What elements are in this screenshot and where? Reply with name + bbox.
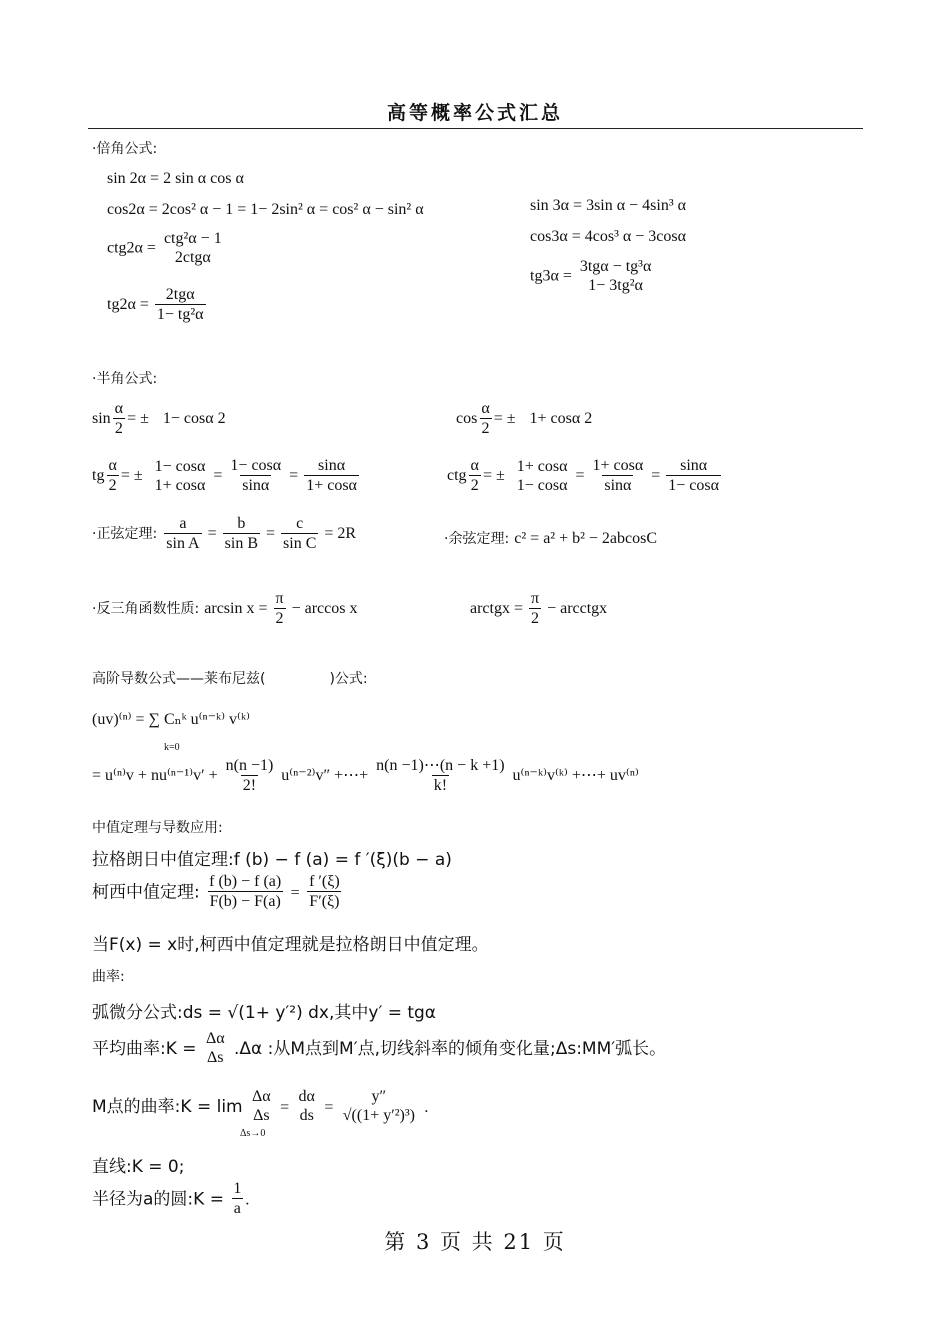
numerator: sinα [318,457,346,474]
tg3-lhs: tg3α = [530,267,572,285]
alpha: α [481,400,490,417]
ctg2-numerator: ctg²α − 1 [163,230,222,247]
formula-ctg2 [107,230,226,268]
half-sin-prefix: sin [92,410,111,428]
equals: = [265,525,276,543]
alpha: α [114,400,124,417]
two: 2 [481,420,490,438]
denominator: 2! [242,777,257,795]
numerator: 1+ cosα [592,457,644,474]
denominator: F(b) − F(a) [209,893,281,911]
numerator: n(n −1)⋯(n − k +1) [376,757,505,774]
denominator: sin A [166,535,200,553]
circle-curvature: 半径为a的圆:K = $\frac{1}{a}$ . [92,1180,250,1218]
plus-minus: = ± [127,410,149,428]
section-half-angle: ·半角公式: [92,371,158,387]
numerator: a [179,515,187,532]
numerator: 1− cosα [162,410,214,428]
tg3-fraction [578,258,653,296]
numerator: 1− cosα [230,457,282,474]
numerator: dα [298,1088,315,1105]
half-tg-frac3 [304,457,359,496]
numerator: n(n −1) [225,757,274,774]
m-curv-frac1 [250,1088,273,1126]
sine-law-frac-a [164,515,201,554]
alpha: α [108,457,117,474]
numerator: Δα [205,1030,225,1047]
tg2-fraction [155,286,206,325]
section-double-angle: ·倍角公式: [92,141,158,157]
equals: = [651,467,661,485]
avg-curv-frac [204,1030,227,1068]
ctg2-lhs: ctg2α = [107,239,156,257]
plus-minus: = ± [120,467,143,485]
section-mean-value: 中值定理与导数应用: [92,820,223,836]
formula-cos2: cos2α = 2cos² α − 1 = 1− 2sin² α = cos² α − sin² α [107,201,424,218]
sine-law-row [92,515,356,554]
formula-half-cos [456,400,596,439]
numerator: 1− cosα [154,457,206,475]
formula-half-sin [92,400,230,439]
half-cos-radicand [528,410,595,428]
half-ctg-frac1 [515,458,570,496]
denominator: sinα [242,477,270,495]
header-rule [88,128,863,129]
point-curvature: M点的曲率:K = lim Δα Δs = dα ds = y″ √((1+ y′²)³) . [92,1088,429,1125]
sine-law-rhs: = 2R [324,525,357,543]
numerator: f (b) − f (a) [209,873,282,890]
plus-minus: = ± [493,410,516,428]
denominator: 1+ cosα [154,476,206,494]
equals: = [207,525,217,543]
leibniz-label: 高阶导数公式——莱布尼兹( [92,671,266,687]
denominator: sinα [604,477,632,495]
denominator: Δs [253,1107,270,1125]
ctg2-denominator: 2ctgα [174,249,211,267]
formula-sin3: sin 3α = 3sin α − 4sin³ α [530,197,687,214]
formula-cos3: cos3α = 4cos³ α − 3cosα [530,228,686,245]
numerator: y″ [371,1088,387,1105]
half-ctg-frac3 [666,457,721,496]
avg-curv-label: 平均曲率:K = [92,1038,197,1059]
section-leibniz [92,668,368,688]
formula-half-tg [92,457,361,496]
cosine-law-label: ·余弦定理: [444,531,510,547]
inverse-trig-label: ·反三角函数性质: [92,601,200,618]
denominator: 1− cosα [516,476,568,494]
cosine-law-row [444,528,657,548]
m-curv-frac3 [341,1088,417,1126]
equals: = [290,884,300,902]
leibniz-sum-lower: k=0 [164,742,180,753]
average-curvature [92,1030,666,1068]
leibniz-label-end: )公式: [329,671,368,687]
numerator: c [296,515,304,532]
numerator: Δα [252,1088,271,1105]
equals: = [213,467,223,485]
page-footer: 第 3 页 共 21 页 [384,1230,566,1254]
cauchy-frac1 [207,873,283,912]
m-curv-label: M点的曲率:K = lim [92,1096,243,1117]
formula-tg2 [107,286,208,325]
line-curvature: 直线:K = 0; [92,1157,185,1177]
numerator: b [237,515,246,532]
arctg-row [470,590,607,629]
leibniz-formula-2 [92,757,639,796]
cauchy-label: 柯西中值定理: [92,882,200,903]
denominator: 2 [584,410,593,428]
denominator: sin C [283,535,317,553]
formula-half-ctg [447,457,723,496]
circle-label: 半径为a的圆:K = [92,1189,224,1210]
page-title: 高等概率公式汇总 [386,102,563,124]
sine-law-frac-b [223,515,260,554]
equals: = [324,1098,334,1116]
tg2-lhs: tg2α = [107,296,149,314]
cosine-law-formula: c² = a² + b² − 2abcosC [514,530,658,547]
pi: π [531,590,540,607]
half-cos-alpha-frac [479,400,491,439]
equals: = [280,1098,290,1116]
cauchy-note: 当F(x) = x时,柯西中值定理就是拉格朗日中值定理。 [92,935,489,955]
arc-differential: 弧微分公式:ds = √(1+ y′²) dx,其中y′ = tgα [92,1003,437,1023]
two: 2 [114,420,123,438]
arcsin-lhs: arcsin x = [204,600,268,618]
denominator: 1+ cosα [306,477,357,495]
two: 2 [470,477,479,495]
denominator: Δs [207,1049,224,1067]
alpha: α [470,457,479,474]
pi: π [275,590,284,607]
numerator: 1+ cosα [529,410,581,428]
limit-subscript: Δs→0 [240,1128,266,1139]
arctg-lhs: arctgx = [470,600,523,618]
denominator: k! [433,777,448,795]
denominator: sin B [224,535,258,553]
two: 2 [275,610,284,628]
denominator: 1− cosα [668,477,720,495]
cauchy-frac2 [307,873,342,912]
half-ctg-alpha-frac [469,457,481,496]
arcsin-rhs: − arccos x [291,600,358,618]
half-sin-alpha-frac [113,400,125,439]
numerator: sinα [680,457,708,474]
avg-curv-note: .Δα :从M点到M′点,切线斜率的倾角变化量;Δs:MM′弧长。 [234,1038,667,1059]
leibniz-formula-1: (uv)⁽ⁿ⁾ = ∑ Cₙᵏ u⁽ⁿ⁻ᵏ⁾ v⁽ᵏ⁾ [92,711,250,728]
denominator: √((1+ y′²)³) [342,1107,415,1125]
circle-frac [231,1180,243,1219]
half-tg-alpha-frac [106,457,118,496]
tg2-numerator: 2tgα [165,286,195,303]
inverse-trig-row [92,590,357,629]
tg3-denominator: 1− 3tg²α [588,277,643,295]
half-ctg-frac2 [591,457,646,496]
numerator: 1+ cosα [516,457,568,475]
two: 2 [531,610,540,628]
section-curvature: 曲率: [92,969,125,985]
leibniz-part-b: u⁽ⁿ⁻²⁾v″ +⋯+ [281,767,369,785]
leibniz-frac2 [374,757,506,796]
denominator: 2 [217,410,226,428]
equals: = [289,467,299,485]
sine-law-frac-c [281,515,318,554]
tg3-numerator: 3tgα − tg³α [579,258,652,275]
pi-over-two [529,590,541,629]
half-cos-prefix: cos [456,410,478,428]
denominator: ds [299,1107,314,1125]
numerator: f ′(ξ) [309,873,340,890]
plus-minus: = ± [482,467,505,485]
lagrange-theorem: 拉格朗日中值定理:f (b) − f (a) = f ′(ξ)(b − a) [92,850,452,870]
leibniz-part-a: = u⁽ⁿ⁾v + nu⁽ⁿ⁻¹⁾v′ + [92,767,218,785]
half-ctg-prefix: ctg [447,467,467,485]
half-tg-prefix: tg [92,467,105,485]
ctg2-fraction [162,230,224,268]
sine-law-label: ·正弦定理: [92,526,158,543]
pi-over-two [274,590,286,629]
m-curv-frac2 [297,1088,317,1126]
numerator: 1 [233,1180,242,1197]
arctg-rhs: − arcctgx [547,600,608,618]
formula-tg3 [530,258,655,296]
leibniz-frac1 [224,757,276,796]
half-tg-frac1 [153,458,208,496]
formula-sin2: sin 2α = 2 sin α cos α [107,170,244,187]
denominator: a [233,1200,241,1218]
denominator: F′(ξ) [309,893,340,911]
leibniz-part-c: u⁽ⁿ⁻ᵏ⁾v⁽ᵏ⁾ +⋯+ uv⁽ⁿ⁾ [512,767,639,785]
equals: = [575,467,585,485]
half-sin-radicand [161,410,228,428]
half-tg-frac2 [228,457,283,496]
two: 2 [108,477,117,495]
tg2-denominator: 1− tg²α [156,306,204,324]
cauchy-theorem [92,873,344,912]
